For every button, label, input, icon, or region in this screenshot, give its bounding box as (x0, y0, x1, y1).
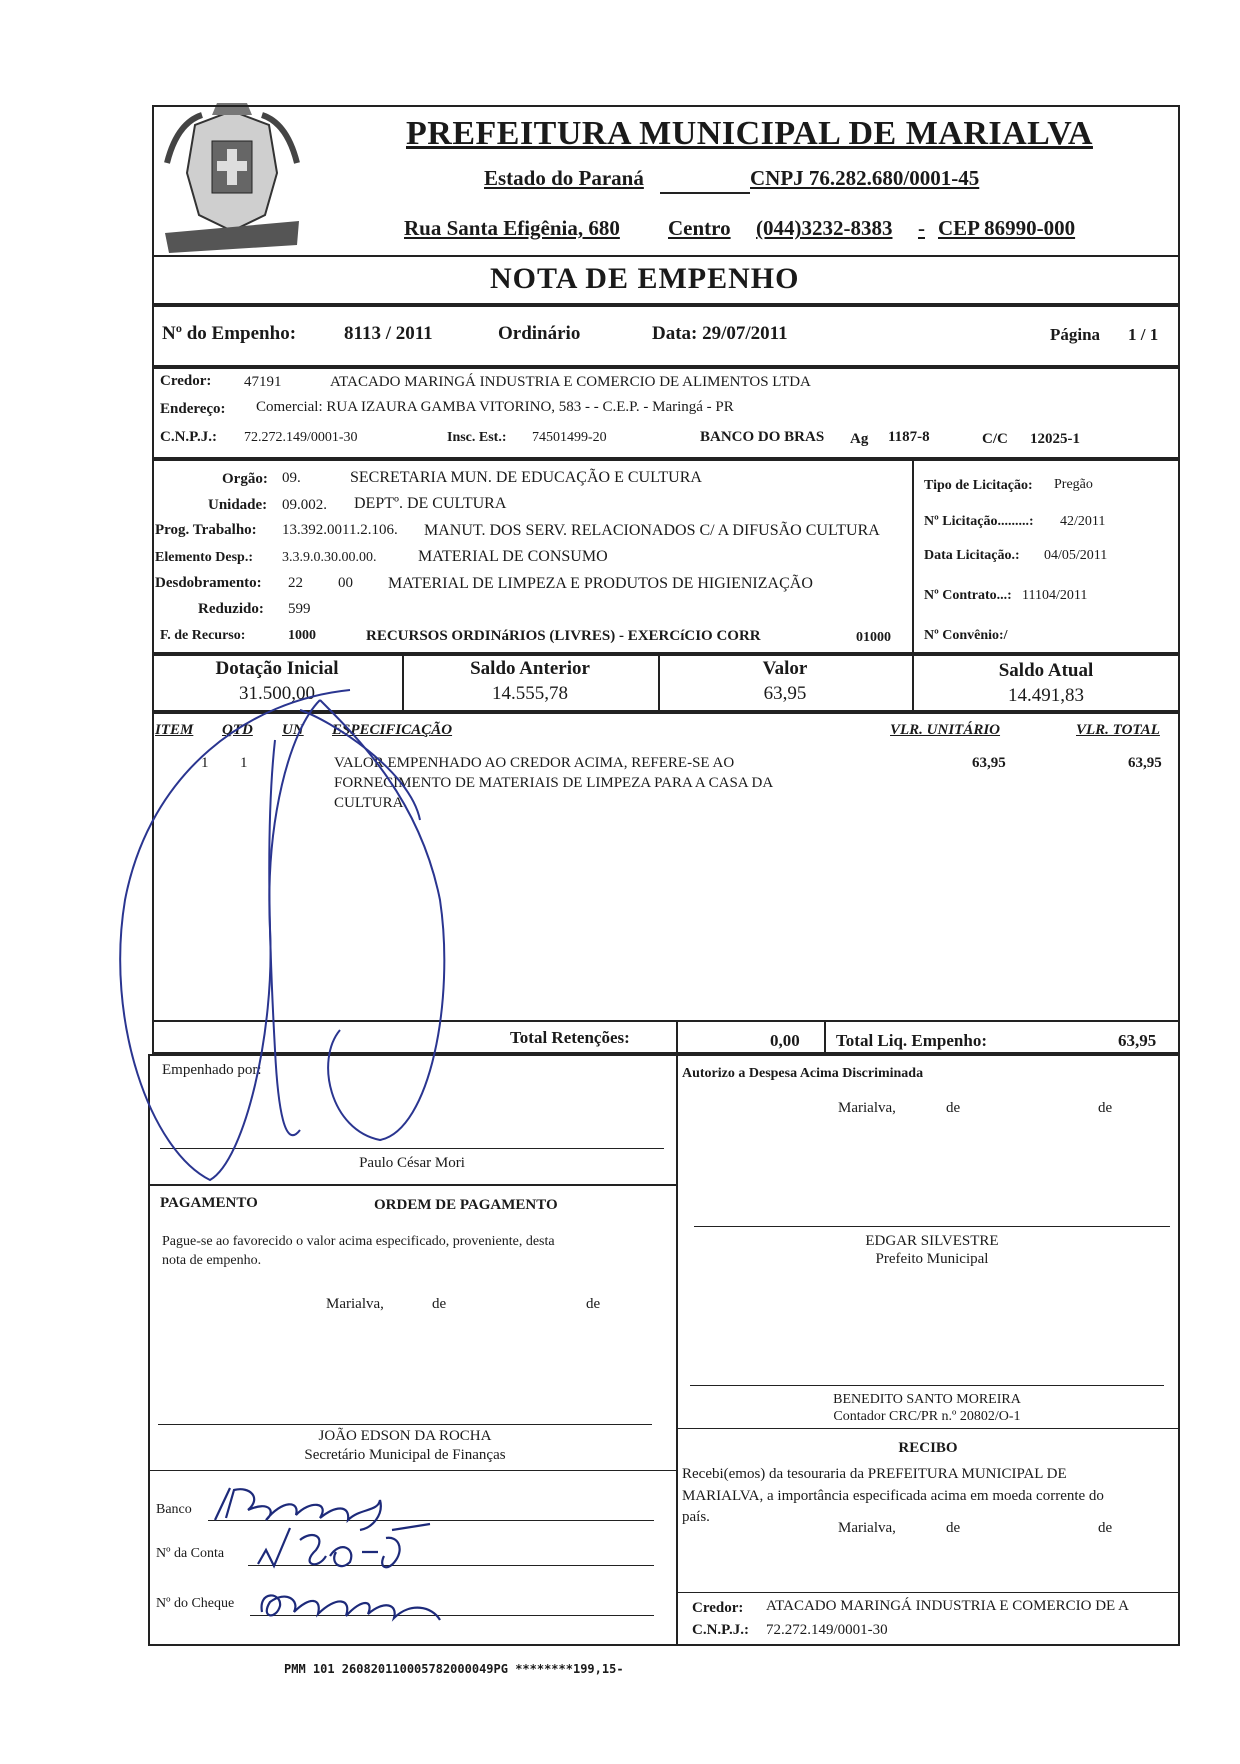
valor-label: Valor (762, 658, 808, 679)
col-especificacao: ESPECIFICAÇÃO (332, 722, 453, 738)
elem-label: Elemento Desp.: (155, 550, 253, 565)
creditor-code: 47191 (244, 374, 282, 390)
recurso-code: 1000 (288, 628, 316, 643)
receipt-text3: país. (682, 1509, 710, 1525)
recibo-title: RECIBO (898, 1440, 958, 1456)
empenho-type: Ordinário (498, 323, 581, 344)
conta-label: Nº da Conta (156, 1546, 225, 1561)
empenhado-name: Paulo César Mori (359, 1155, 465, 1171)
receipt-cnpj: 72.272.149/0001-30 (766, 1622, 888, 1638)
dotacao-label: Dotação Inicial (215, 658, 339, 679)
prefeito-role: Prefeito Municipal (875, 1251, 989, 1267)
address-cep: CEP 86990-000 (938, 216, 1076, 240)
banco-label: Banco (156, 1502, 192, 1517)
orgao-code: 09. (282, 470, 301, 486)
receipt-place: Marialva, (838, 1520, 896, 1536)
insc-value: 74501499-20 (532, 430, 607, 445)
prog-code: 13.392.0011.2.106. (282, 522, 398, 538)
prog-label: Prog. Trabalho: (155, 522, 257, 538)
payment-de2: de (586, 1296, 601, 1312)
recurso-label: F. de Recurso: (160, 628, 246, 643)
contador-name: BENEDITO SANTO MOREIRA (833, 1392, 1021, 1407)
ordem-pagamento: ORDEM DE PAGAMENTO (374, 1197, 558, 1213)
desd-sub: 00 (338, 575, 353, 591)
orgao-name: SECRETARIA MUN. DE EDUCAÇÃO E CULTURA (350, 469, 702, 486)
payment-text1: Pague-se ao favorecido o valor acima especificado, proveniente, desta (162, 1234, 555, 1249)
convenio-label: Nº Convênio:/ (924, 628, 1008, 643)
page-label: Página (1050, 325, 1101, 344)
item-total: 63,95 (1128, 755, 1162, 771)
saldo-anterior-value: 14.555,78 (492, 683, 568, 704)
cc-label: C/C (982, 431, 1008, 447)
col-total: VLR. TOTAL (1076, 722, 1160, 738)
total-liq-value: 63,95 (1118, 1031, 1157, 1050)
col-unit-price: VLR. UNITÁRIO (890, 722, 1001, 738)
retencoes-value: 0,00 (770, 1031, 800, 1050)
autorizo-label: Autorizo a Despesa Acima Discriminada (682, 1066, 924, 1081)
address-street: Rua Santa Efigênia, 680 (404, 216, 620, 240)
address-district: Centro (668, 216, 731, 240)
creditor-name: ATACADO MARINGÁ INDUSTRIA E COMERCIO DE ALIMENTOS LTDA (330, 374, 811, 390)
lower-box (148, 1054, 1180, 1646)
page-number: 1 / 1 (1128, 325, 1159, 344)
item-qtd: 1 (240, 755, 248, 771)
contador-role: Contador CRC/PR n.º 20802/O-1 (833, 1409, 1021, 1424)
cnpj-label: C.N.P.J.: (160, 429, 217, 445)
item-unit-price: 63,95 (972, 755, 1006, 771)
item-desc-line3: CULTURA. (334, 795, 408, 811)
conta-field[interactable] (248, 1565, 654, 1566)
receipt-text1: Recebi(emos) da tesouraria da PREFEITURA MUNICIPAL DE (682, 1466, 1067, 1482)
contrato-label: Nº Contrato...: (924, 588, 1012, 603)
banco-field[interactable] (208, 1520, 654, 1521)
saldo-atual-value: 14.491,83 (1008, 685, 1084, 706)
desd-label: Desdobramento: (155, 575, 262, 591)
secretario-name: JOÃO EDSON DA ROCHA (318, 1428, 492, 1444)
empenho-num: 8113 / 2011 (344, 323, 433, 344)
agency-label: Ag (850, 431, 869, 447)
autorizo-place: Marialva, (838, 1100, 896, 1116)
agency-value: 1187-8 (888, 429, 930, 445)
retencoes-label: Total Retenções: (510, 1028, 630, 1047)
address-phone: (044)3232-8383 (756, 216, 893, 240)
payment-place: Marialva, (326, 1296, 384, 1312)
reduzido-code: 599 (288, 601, 311, 617)
prefeito-name: EDGAR SILVESTRE (865, 1233, 999, 1249)
dotacao-value: 31.500,00 (239, 683, 315, 704)
cheque-label: Nº do Cheque (156, 1596, 235, 1611)
autorizo-de2: de (1098, 1100, 1113, 1116)
cnpj-header: CNPJ 76.282.680/0001-45 (750, 166, 980, 190)
recurso-num: 01000 (856, 630, 891, 645)
col-qtd: QTD (222, 722, 253, 738)
payment-de1: de (432, 1296, 447, 1312)
receipt-text2: MARIALVA, a importância especificada acima em moeda corrente do (682, 1488, 1104, 1504)
payment-text2: nota de empenho. (162, 1253, 262, 1268)
page-title: PREFEITURA MUNICIPAL DE MARIALVA (406, 115, 1093, 152)
desd-code: 22 (288, 575, 303, 591)
bank-name: BANCO DO BRAS (700, 429, 825, 445)
item-desc-line1: VALOR EMPENHADO AO CREDOR ACIMA, REFERE-SE AO (334, 755, 735, 771)
receipt-cnpj-label: C.N.P.J.: (692, 1622, 749, 1638)
contrato-value: 11104/2011 (1022, 588, 1088, 603)
unidade-name: DEPTº. DE CULTURA (354, 495, 507, 512)
autorizo-de1: de (946, 1100, 961, 1116)
creditor-cnpj: 72.272.149/0001-30 (244, 430, 358, 445)
receipt-creditor-label: Credor: (692, 1600, 744, 1616)
saldo-anterior-label: Saldo Anterior (470, 658, 590, 679)
creditor-label: Credor: (160, 373, 212, 389)
col-un: UN (282, 722, 304, 738)
data-licitacao-label: Data Licitação.: (924, 548, 1020, 563)
data-licitacao: 04/05/2011 (1044, 548, 1108, 563)
receipt-de1: de (946, 1520, 961, 1536)
licitacao-value: 42/2011 (1060, 514, 1106, 529)
state-label: Estado do Paraná (484, 166, 644, 190)
tipo-licitacao: Pregão (1054, 477, 1093, 492)
address-separator: - (918, 216, 925, 240)
item-desc-line2: FORNECIMENTO DE MATERIAIS DE LIMPEZA PARA A CASA DA (334, 775, 774, 791)
desd-name: MATERIAL DE LIMPEZA E PRODUTOS DE HIGIENIZAÇÃO (388, 575, 813, 592)
empenhado-label: Empenhado por: (162, 1062, 262, 1078)
orgao-label: Orgão: (222, 471, 268, 487)
col-item: ITEM (155, 722, 194, 738)
receipt-de2: de (1098, 1520, 1113, 1536)
empenho-num-label: Nº do Empenho: (162, 323, 297, 344)
saldo-atual-label: Saldo Atual (998, 660, 1094, 681)
prog-name: MANUT. DOS SERV. RELACIONADOS C/ A DIFUSÃO CULTURA (424, 522, 880, 539)
address-label: Endereço: (160, 401, 226, 417)
insc-label: Insc. Est.: (447, 430, 507, 445)
tipo-licitacao-label: Tipo de Licitação: (924, 478, 1033, 493)
unidade-code: 09.002. (282, 497, 327, 513)
creditor-address: Comercial: RUA IZAURA GAMBA VITORINO, 583 - - C.E.P. - Maringá - PR (256, 399, 734, 415)
item-number: 1 (201, 755, 209, 771)
pagamento-label: PAGAMENTO (160, 1195, 258, 1211)
cc-value: 12025-1 (1030, 431, 1080, 447)
licitacao-label: Nº Licitação.........: (924, 514, 1034, 529)
receipt-creditor: ATACADO MARINGÁ INDUSTRIA E COMERCIO DE A (766, 1598, 1129, 1614)
unidade-label: Unidade: (208, 497, 268, 513)
reduzido-label: Reduzido: (198, 601, 264, 617)
cheque-field[interactable] (250, 1615, 654, 1616)
footer-code: PMM 101 260820110005782000049PG ********199,15- (284, 1662, 624, 1676)
valor-value: 63,95 (763, 683, 807, 704)
recurso-name: RECURSOS ORDINáRIOS (LIVRES) - EXERCíCIO CORR (366, 628, 761, 644)
empenho-date: Data: 29/07/2011 (652, 323, 788, 344)
elem-code: 3.3.9.0.30.00.00. (282, 550, 377, 565)
secretario-role: Secretário Municipal de Finanças (304, 1447, 506, 1463)
elem-name: MATERIAL DE CONSUMO (418, 548, 608, 565)
doc-title: NOTA DE EMPENHO (490, 262, 800, 295)
total-liq-label: Total Liq. Empenho: (836, 1031, 987, 1050)
